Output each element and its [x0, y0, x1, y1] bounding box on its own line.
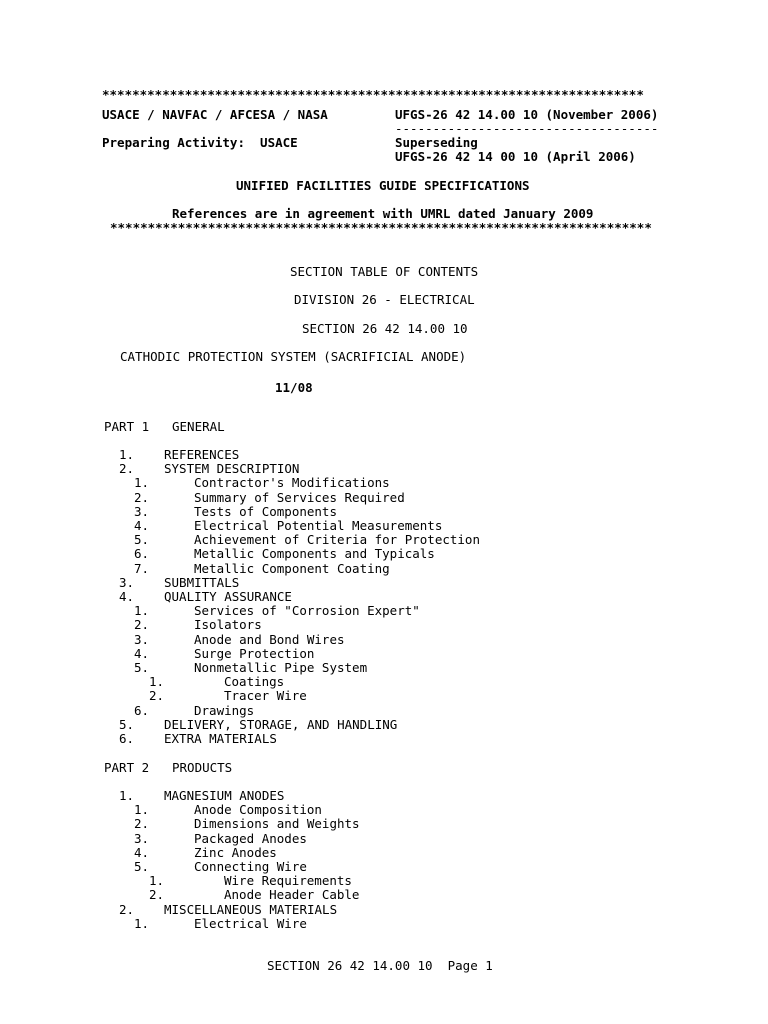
- toc-entry-number: 5.: [119, 716, 135, 732]
- system-title: CATHODIC PROTECTION SYSTEM (SACRIFICIAL ANODE): [120, 349, 467, 364]
- toc-entry-label: Metallic Component Coating: [194, 560, 390, 576]
- toc-entry: [0, 448, 768, 462]
- toc-entry-number: 1.: [134, 603, 150, 619]
- agencies-line: USACE / NAVFAC / AFCESA / NASA: [102, 107, 328, 122]
- toc-entry: [0, 888, 768, 902]
- toc-entry-number: 1.: [134, 475, 150, 491]
- toc-entry-label: Connecting Wire: [194, 859, 307, 874]
- toc-entry-label: Contractor's Modifications: [194, 475, 390, 491]
- dash-rule: -----------------------------------: [395, 121, 659, 136]
- toc-entry-label: Packaged Anodes: [194, 830, 307, 846]
- toc-entry-number: 1.: [119, 788, 135, 803]
- toc-entry-label: Electrical Wire: [194, 915, 307, 931]
- stars-top: ************************************************************************: [102, 87, 644, 102]
- toc-entry: [0, 576, 768, 590]
- toc-entry: [0, 832, 768, 846]
- toc-entry-label: Drawings: [194, 702, 255, 718]
- division-title: DIVISION 26 - ELECTRICAL: [294, 292, 475, 307]
- toc-entry: [0, 917, 768, 931]
- toc-entry-number: 3.: [134, 503, 150, 519]
- toc-entry-number: 3.: [119, 574, 135, 590]
- toc-entry: [0, 590, 768, 604]
- toc-entry-label: Achievement of Criteria for Protection: [194, 532, 480, 548]
- toc-entry-number: 2.: [134, 617, 150, 633]
- toc-entry-number: 4.: [134, 518, 150, 533]
- toc-entry-number: 3.: [134, 631, 150, 647]
- toc-entry-number: 2.: [149, 887, 165, 903]
- toc-entry: [0, 633, 768, 647]
- toc-entry: [0, 903, 768, 917]
- toc-entry-label: REFERENCES: [164, 447, 240, 462]
- toc-entry: [0, 704, 768, 718]
- toc-entry: [0, 604, 768, 618]
- part1-heading-num: PART 1: [104, 419, 150, 434]
- toc-entry-number: 4.: [134, 645, 150, 661]
- toc-entry: [0, 874, 768, 888]
- toc-entry-number: 6.: [134, 546, 150, 562]
- date-title: 11/08: [275, 380, 313, 395]
- toc-entry-number: 5.: [134, 660, 150, 675]
- toc-entry: [0, 533, 768, 547]
- toc-entry-number: 2.: [119, 901, 135, 917]
- toc-entry-number: 5.: [134, 532, 150, 548]
- toc-entry-label: SYSTEM DESCRIPTION: [164, 461, 300, 477]
- toc-entry-label: Wire Requirements: [224, 873, 352, 889]
- page-footer: SECTION 26 42 14.00 10 Page 1: [267, 958, 493, 973]
- toc-entry-number: 2.: [119, 461, 135, 477]
- toc-entry-number: 2.: [149, 688, 165, 704]
- toc-entry: [0, 789, 768, 803]
- toc-entry-label: Tracer Wire: [224, 688, 307, 704]
- toc-entry: [0, 732, 768, 746]
- toc-entry: [0, 817, 768, 831]
- preparing-activity: Preparing Activity: USACE: [102, 135, 298, 150]
- part2-heading-label: PRODUCTS: [172, 760, 233, 775]
- toc-entry: [0, 476, 768, 490]
- toc-entry-number: 2.: [134, 816, 150, 832]
- toc-entry-label: MAGNESIUM ANODES: [164, 788, 285, 803]
- toc-entry-number: 1.: [149, 674, 165, 690]
- toc-title: SECTION TABLE OF CONTENTS: [290, 264, 479, 279]
- toc-entry-label: Tests of Components: [194, 503, 337, 519]
- toc-entry: [0, 803, 768, 817]
- toc-entry: [0, 562, 768, 576]
- toc-entry: [0, 491, 768, 505]
- toc-entry-label: Dimensions and Weights: [194, 816, 360, 832]
- toc-entry-label: QUALITY ASSURANCE: [164, 589, 292, 604]
- toc-entry-number: 1.: [134, 915, 150, 931]
- superseded-spec: UFGS-26 42 14 00 10 (April 2006): [395, 149, 636, 164]
- toc-entry-label: Anode and Bond Wires: [194, 631, 345, 647]
- toc-entry: [0, 718, 768, 732]
- toc-entry-label: SUBMITTALS: [164, 574, 240, 590]
- toc-entry-label: Summary of Services Required: [194, 489, 405, 505]
- toc-entry: [0, 661, 768, 675]
- toc-entry-number: 7.: [134, 560, 150, 576]
- toc-entry: [0, 675, 768, 689]
- part2-heading-num: PART 2: [104, 760, 150, 775]
- toc-entry: [0, 462, 768, 476]
- toc-entry: [0, 505, 768, 519]
- toc-entry-number: 1.: [119, 447, 135, 462]
- toc-entry-label: Isolators: [194, 617, 262, 633]
- toc-entry-number: 6.: [134, 702, 150, 718]
- toc-entry-number: 2.: [134, 489, 150, 505]
- toc-entry-number: 1.: [134, 802, 150, 818]
- guide-title: UNIFIED FACILITIES GUIDE SPECIFICATIONS: [236, 178, 530, 193]
- toc-entry-label: DELIVERY, STORAGE, AND HANDLING: [164, 716, 398, 732]
- toc-entry-number: 6.: [119, 731, 135, 746]
- toc-entry-label: EXTRA MATERIALS: [164, 731, 277, 746]
- toc-entry-label: Services of "Corrosion Expert": [194, 603, 420, 619]
- toc-entry-number: 5.: [134, 859, 150, 874]
- toc-entry-label: Metallic Components and Typicals: [194, 546, 435, 562]
- toc-entry: [0, 547, 768, 561]
- superseding-label: Superseding: [395, 135, 478, 150]
- toc-entry: [0, 618, 768, 632]
- toc-entry-number: 4.: [134, 844, 150, 860]
- toc-entry-label: Electrical Potential Measurements: [194, 518, 443, 533]
- toc-entry-label: Surge Protection: [194, 645, 315, 661]
- spec-id: UFGS-26 42 14.00 10 (November 2006): [395, 107, 659, 122]
- toc-entry: [0, 689, 768, 703]
- toc-entry-number: 4.: [119, 589, 135, 604]
- section-title: SECTION 26 42 14.00 10: [302, 321, 468, 336]
- toc-entry-label: MISCELLANEOUS MATERIALS: [164, 901, 338, 917]
- toc-entry: [0, 519, 768, 533]
- toc-entry-label: Anode Header Cable: [224, 887, 360, 903]
- toc-entry: [0, 860, 768, 874]
- toc-entry-number: 1.: [149, 873, 165, 889]
- toc-entry: [0, 647, 768, 661]
- toc-entry: [0, 846, 768, 860]
- part1-heading-label: GENERAL: [172, 419, 225, 434]
- toc-entry-label: Nonmetallic Pipe System: [194, 660, 368, 675]
- references-note: References are in agreement with UMRL dated January 2009: [172, 206, 594, 221]
- stars-bottom: ************************************************************************: [110, 220, 652, 235]
- toc-entry-label: Zinc Anodes: [194, 844, 277, 860]
- toc-entry-label: Coatings: [224, 674, 285, 690]
- toc-entry-number: 3.: [134, 830, 150, 846]
- toc-entry-label: Anode Composition: [194, 802, 322, 818]
